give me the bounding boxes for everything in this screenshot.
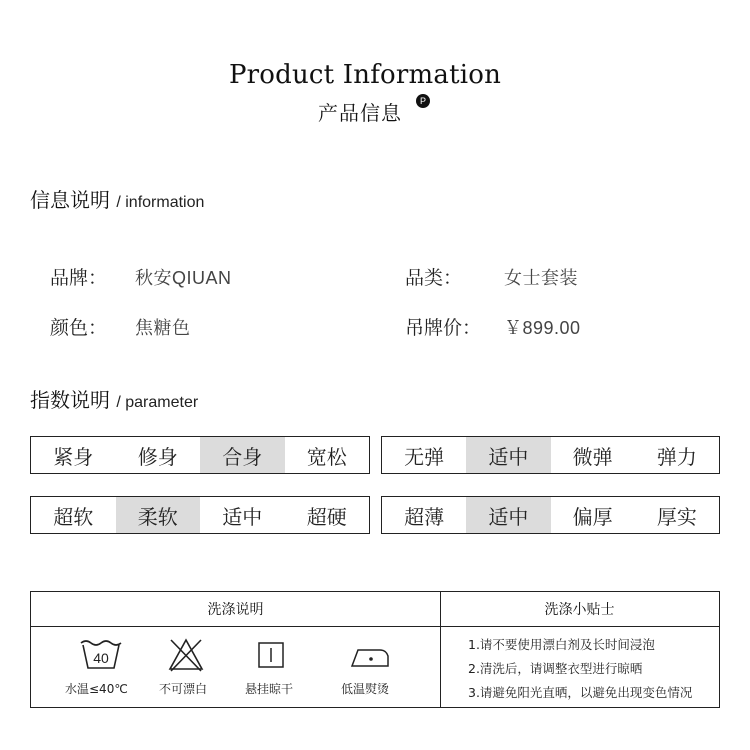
hang-dry-caption: 悬挂晾干 — [245, 682, 294, 696]
no-bleach-icon — [168, 638, 204, 676]
no-bleach-caption: 不可漂白 — [159, 682, 208, 696]
elasticity-option: 无弹 — [404, 444, 445, 469]
wash-temp-caption: 水温≤40℃ — [65, 682, 128, 696]
category-label: 品类： — [405, 267, 463, 289]
page-title-cn: 产品信息 — [318, 101, 402, 125]
fit-option: 修身 — [137, 444, 178, 469]
category-value: 女士套装 — [504, 268, 578, 289]
thickness-scale — [381, 496, 720, 534]
fit-scale — [30, 436, 370, 474]
softness-option: 超软 — [53, 504, 94, 529]
color-label: 颜色： — [50, 317, 108, 339]
hang-dry-icon — [258, 642, 284, 672]
wash-tip: 2.清洗后，请调整衣型进行晾晒 — [468, 661, 643, 676]
fit-option: 宽松 — [306, 444, 347, 469]
wash-temperature-number: 40 — [93, 650, 109, 666]
color-value: 焦糖色 — [135, 318, 191, 339]
info-section-title: 信息说明 — [30, 188, 110, 212]
thickness-option: 超薄 — [404, 504, 445, 529]
thickness-option-selected: 适中 — [466, 497, 550, 533]
care-table — [30, 591, 720, 708]
elasticity-option-selected: 适中 — [466, 437, 550, 473]
thickness-option: 厚实 — [656, 504, 697, 529]
low-iron-caption: 低温熨烫 — [341, 682, 390, 696]
elasticity-option: 微弹 — [572, 444, 613, 469]
softness-scale — [30, 496, 370, 534]
param-section-subtitle: / parameter — [116, 394, 199, 411]
info-section-heading — [30, 184, 204, 213]
info-section-subtitle: / information — [116, 194, 205, 211]
wash-tip: 1.请不要使用漂白剂及长时间浸泡 — [468, 637, 655, 652]
page-title-en: Product Information — [228, 60, 502, 90]
elasticity-scale — [381, 436, 720, 474]
brand-label: 品牌： — [50, 267, 108, 289]
softness-option: 适中 — [222, 504, 263, 529]
fit-option: 紧身 — [53, 444, 94, 469]
elasticity-option: 弹力 — [656, 444, 697, 469]
wash-instructions-header: 洗涤说明 — [31, 592, 440, 627]
wash-40-icon — [79, 638, 123, 674]
low-iron-icon — [350, 644, 390, 672]
brand-value: 秋安QIUAN — [135, 268, 232, 288]
param-section-heading — [30, 384, 198, 413]
softness-option: 超硬 — [306, 504, 347, 529]
wash-tips-header: 洗涤小贴士 — [440, 592, 719, 627]
param-section-title: 指数说明 — [30, 388, 110, 412]
tag-price-value: ￥899.00 — [504, 318, 581, 338]
tag-price-label: 吊牌价： — [405, 317, 482, 339]
p-badge-icon: P — [416, 94, 430, 108]
fit-option-selected: 合身 — [200, 437, 285, 473]
wash-tip: 3.请避免阳光直晒，以避免出现变色情况 — [468, 685, 693, 700]
softness-option-selected: 柔软 — [116, 497, 201, 533]
thickness-option: 偏厚 — [572, 504, 613, 529]
